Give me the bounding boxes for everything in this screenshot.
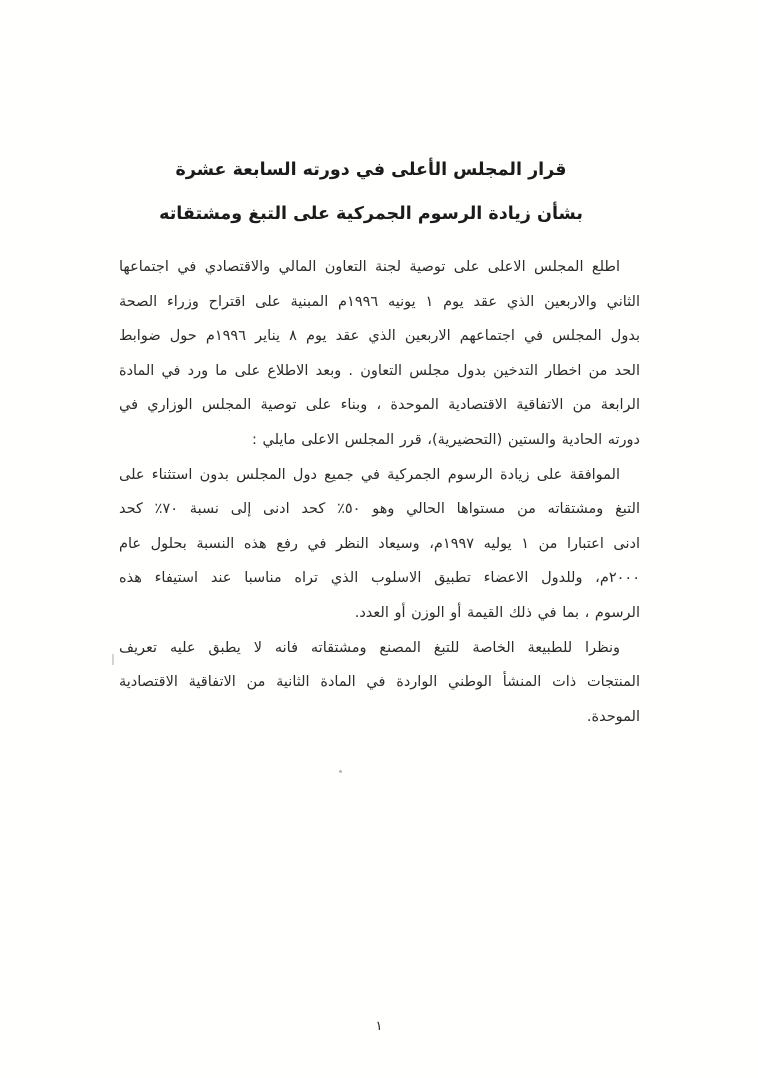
document-body	[119, 250, 640, 734]
scan-margin-mark	[112, 654, 114, 665]
body-line: ادنى اعتبارا من ١ يوليه ١٩٩٧م، وسيعاد النظر في رفع هذه النسبة بحلول عام	[119, 535, 640, 552]
body-line: الحد من اخطار التدخين بدول مجلس التعاون . وبعد الاطلاع على ما ورد في المادة	[119, 362, 640, 379]
body-line: المنتجات ذات المنشأ الوطني الواردة في المادة الثانية من الاتفاقية الاقتصادية	[119, 674, 640, 691]
body-line: اطلع المجلس الاعلى على توصية لجنة التعاون المالي والاقتصادي في اجتماعها	[119, 259, 620, 275]
body-line: دورته الحادية والستين (التحضيرية)، قرر المجلس الاعلى مايلي :	[252, 431, 640, 448]
paragraph-decision	[119, 458, 640, 631]
title-line-1: قرار المجلس الأعلى في دورته السابعة عشرة	[175, 160, 567, 180]
body-line: التبغ ومشتقاته من مستواها الحالي وهو ٥٠٪ كحد ادنى إلى نسبة ٧٠٪ كحد	[119, 501, 640, 518]
paragraph-preamble	[119, 250, 640, 458]
body-line: الموافقة على زيادة الرسوم الجمركية في جميع دول المجلس بدون استثناء على	[119, 466, 620, 483]
title-line-2: بشأن زيادة الرسوم الجمركية على التبغ ومشتقاته	[159, 204, 583, 224]
page-number: ١	[375, 1019, 383, 1034]
paragraph-exception	[119, 631, 640, 735]
scan-speck	[339, 770, 342, 773]
body-line: بدول المجلس في اجتماعهم الاربعين الذي عقد يوم ٨ يناير ١٩٩٦م حول ضوابط	[119, 328, 640, 345]
body-line: الرسوم ، بما في ذلك القيمة أو الوزن أو العدد.	[354, 604, 640, 621]
body-line: الرابعة من الاتفاقية الاقتصادية الموحدة ، وبناء على توصية المجلس الوزاري في	[119, 397, 640, 414]
body-line: الثاني والاربعين الذي عقد يوم ١ يونيه ١٩٩٦م المبنية على اقتراح وزراء الصحة	[119, 293, 640, 310]
body-line: الموحدة.	[586, 708, 640, 725]
document-title	[0, 148, 758, 236]
body-line: ٢٠٠٠م، وللدول الاعضاء تطبيق الاسلوب الذي تراه مناسبا عند استيفاء هذه	[119, 570, 640, 587]
body-line: ونظرا للطبيعة الخاصة للتبغ المصنع ومشتقاته فانه لا يطبق عليه تعريف	[119, 639, 620, 656]
